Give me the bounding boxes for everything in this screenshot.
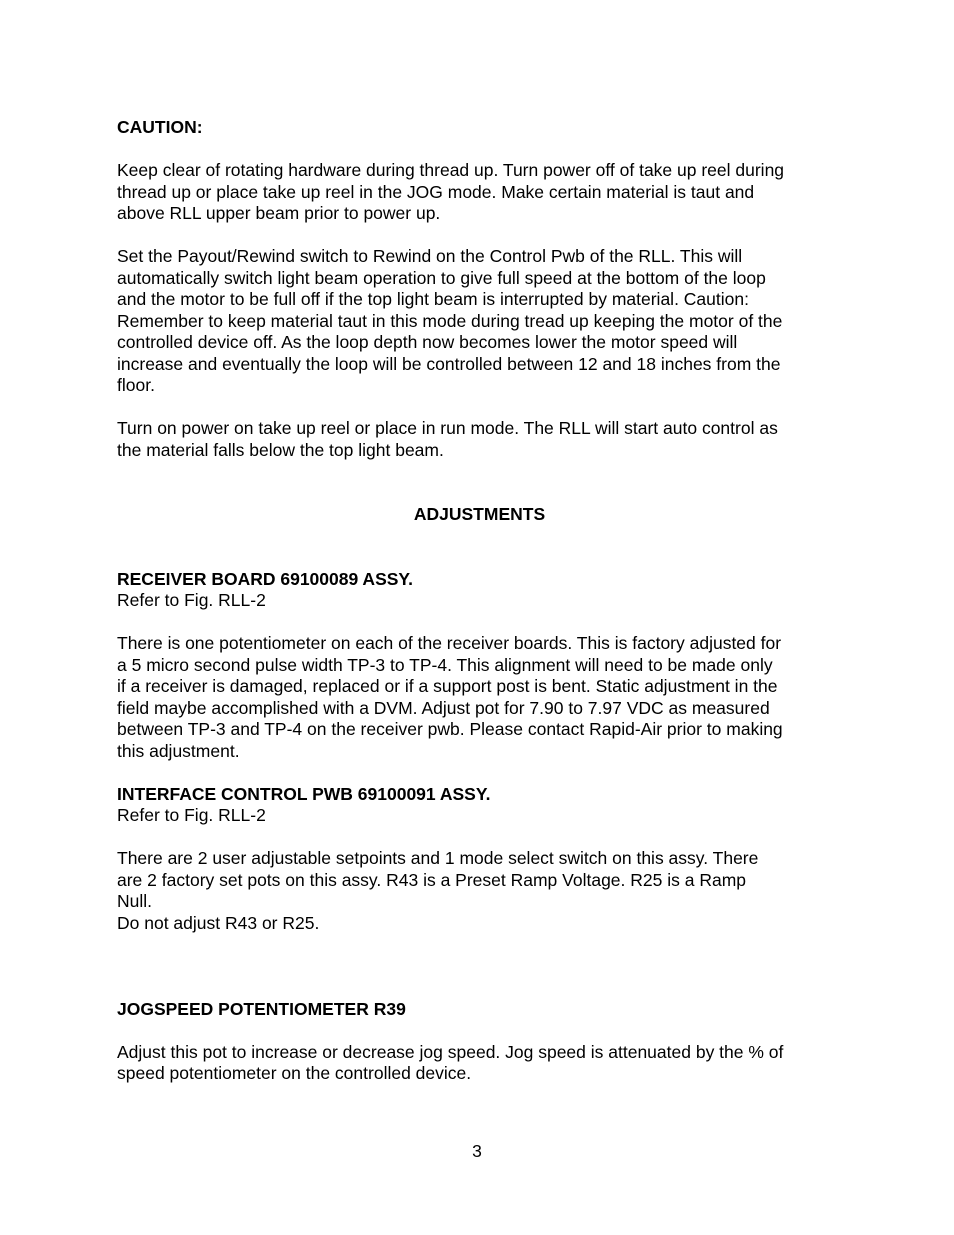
caution-paragraph-1 — [117, 160, 842, 225]
text-line: Adjust this pot to increase or decrease jog speed. Jog speed is attenuated by the % of — [117, 1041, 784, 1062]
text-line: a 5 micro second pulse width TP-3 to TP-4. This alignment will need to be made only — [117, 654, 773, 675]
caution-heading: CAUTION: — [117, 117, 203, 137]
text-line: the material falls below the top light beam. — [117, 439, 444, 460]
receiver-board-reference: Refer to Fig. RLL-2 — [117, 590, 266, 610]
text-line: Remember to keep material taut in this mode during tread up keeping the motor of the — [117, 310, 783, 331]
text-line: controlled device off. As the loop depth now becomes lower the motor speed will — [117, 332, 738, 352]
caution-paragraph-2 — [117, 246, 842, 397]
interface-control-paragraph — [117, 848, 842, 934]
adjustments-heading: ADJUSTMENTS — [413, 504, 546, 524]
text-line: above RLL upper beam prior to power up. — [117, 203, 441, 223]
text-line: thread up or place take up reel in the JOG mode. Make certain material is taut and — [117, 181, 755, 202]
jogspeed-paragraph — [117, 1042, 842, 1085]
text-line: and the motor to be full off if the top light beam is interrupted by material. Caution: — [117, 289, 749, 309]
text-line: There is one potentiometer on each of the receiver boards. This is factory adjusted for — [117, 633, 782, 653]
text-line: are 2 factory set pots on this assy. R43 is a Preset Ramp Voltage. R25 is a Ramp — [117, 869, 747, 890]
interface-control-heading: INTERFACE CONTROL PWB 69100091 ASSY. — [117, 783, 491, 804]
text-line: There are 2 user adjustable setpoints and 1 mode select switch on this assy. There — [117, 848, 759, 868]
text-line: automatically switch light beam operation to give full speed at the bottom of the loop — [117, 267, 766, 288]
text-line: field maybe accomplished with a DVM. Adjust pot for 7.90 to 7.97 VDC as measured — [117, 697, 770, 718]
page-number: 3 — [472, 1141, 482, 1161]
text-line: floor. — [117, 375, 155, 395]
text-line: between TP-3 and TP-4 on the receiver pwb. Please contact Rapid-Air prior to making — [117, 719, 783, 739]
caution-paragraph-3 — [117, 418, 842, 461]
text-line: increase and eventually the loop will be controlled between 12 and 18 inches from the — [117, 353, 781, 374]
text-line: if a receiver is damaged, replaced or if a support post is bent. Static adjustment in the — [117, 676, 778, 696]
text-line: Do not adjust R43 or R25. — [117, 912, 320, 933]
interface-control-reference: Refer to Fig. RLL-2 — [117, 805, 266, 825]
text-line: Set the Payout/Rewind switch to Rewind on the Control Pwb of the RLL. This will — [117, 246, 743, 266]
text-line: speed potentiometer on the controlled device. — [117, 1063, 472, 1083]
document-body — [117, 117, 842, 1085]
text-line: Turn on power on take up reel or place in run mode. The RLL will start auto control as — [117, 418, 778, 438]
jogspeed-heading: JOGSPEED POTENTIOMETER R39 — [117, 998, 406, 1019]
text-line: Null. — [117, 891, 153, 911]
receiver-board-heading: RECEIVER BOARD 69100089 ASSY. — [117, 568, 414, 589]
text-line: this adjustment. — [117, 740, 240, 761]
text-line: Keep clear of rotating hardware during thread up. Turn power off of take up reel during — [117, 160, 785, 180]
receiver-board-paragraph — [117, 633, 842, 762]
